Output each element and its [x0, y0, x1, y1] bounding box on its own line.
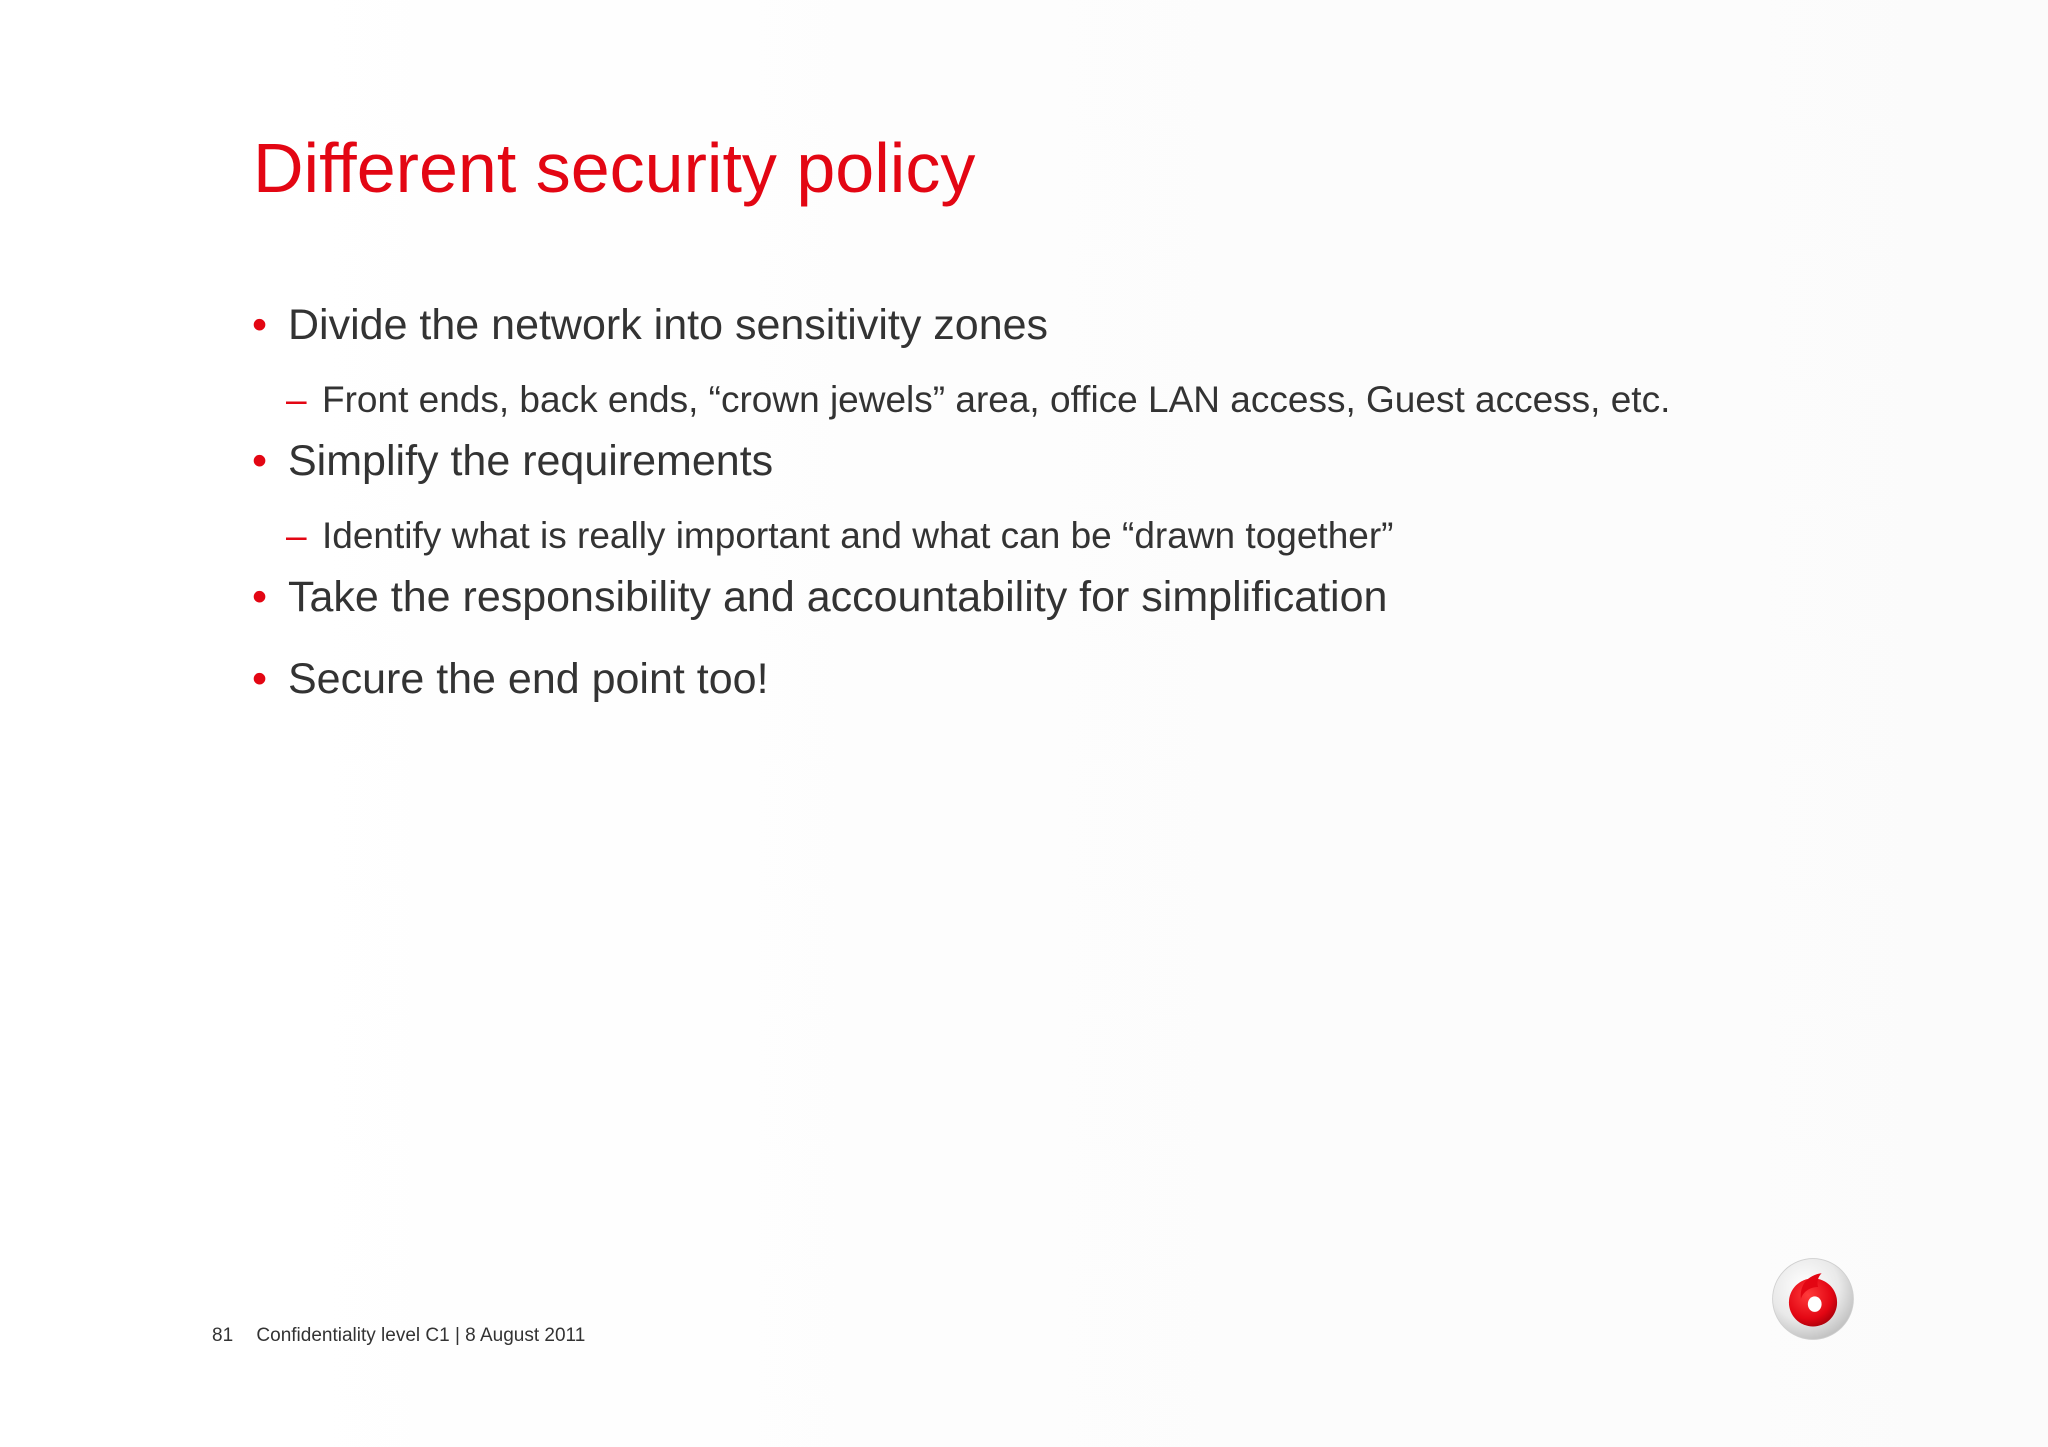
bullet-text: Simplify the requirements	[288, 436, 774, 485]
bullet-marker: •	[252, 436, 268, 485]
bullet-marker: •	[252, 301, 268, 349]
sub-bullet-item	[250, 378, 1950, 422]
page-number: 81	[212, 1325, 234, 1346]
bullet-list	[250, 300, 1950, 705]
sub-bullet-marker: –	[286, 514, 307, 556]
bullet-text: Divide the network into sensitivity zones	[288, 301, 1049, 349]
vodafone-speechmark-logo-icon	[1770, 1256, 1856, 1342]
slide-footer	[212, 1325, 585, 1347]
bullet-item	[250, 300, 1950, 352]
bullet-text: Secure the end point too!	[288, 654, 769, 703]
slide-title: Different security policy	[253, 129, 976, 207]
sub-bullet-text: Front ends, back ends, “crown jewels” area, office LAN access, Guest access, etc.	[322, 378, 1671, 420]
bullet-item	[250, 654, 1950, 706]
bullet-marker: •	[252, 654, 268, 703]
bullet-marker: •	[252, 572, 268, 621]
sub-bullet-text: Identify what is really important and what can be “drawn together”	[322, 514, 1394, 556]
bullet-item	[250, 572, 1950, 624]
sub-bullet-item	[250, 514, 1950, 558]
bullet-text: Take the responsibility and accountability for simplification	[288, 572, 1388, 621]
sub-bullet-marker: –	[286, 378, 307, 420]
bullet-item	[250, 436, 1950, 488]
footer-text: Confidentiality level C1 | 8 August 2011	[256, 1325, 586, 1346]
